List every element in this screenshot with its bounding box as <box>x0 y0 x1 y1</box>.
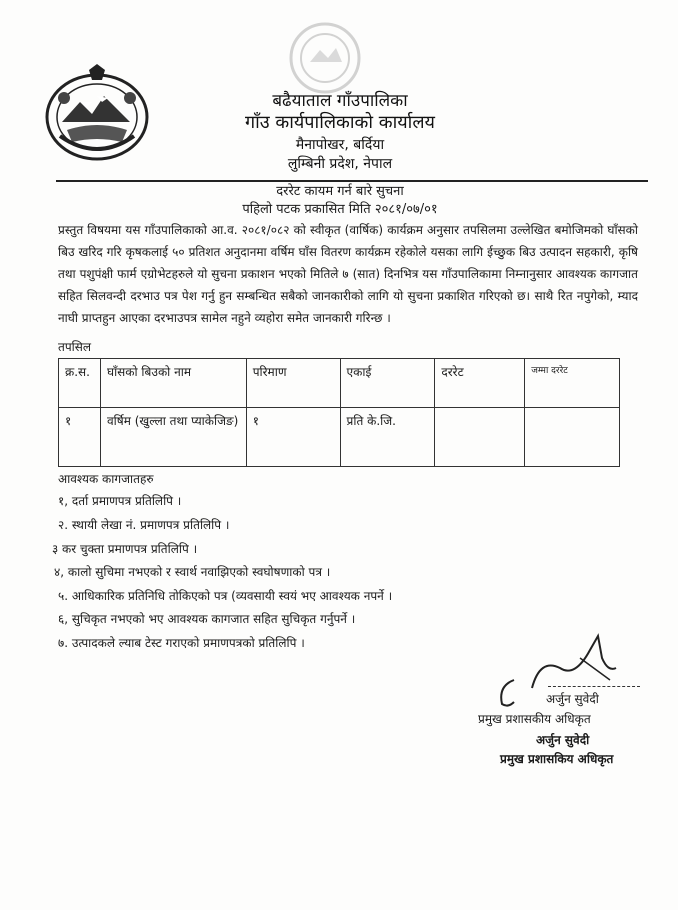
office-stamp-icon <box>280 18 370 98</box>
notice-body: प्रस्तुत विषयमा यस गाँउपालिकाको आ.व. २०८१/०८२ को स्वीकृत (वार्षिक) कार्यक्रम अनुसार तपसिलमा उल्लेखित बमोजिमको घाँसको बिउ खरिद गरि कृषकलाई ५० प्रतिशत अनुदानमा वर्षिम घाँस वितरण कार्यक्रम रहेकोले यसका लागि ईच्छुक बिउ उत्पादन सहकारी, कृषि तथा पशुपंक्षी फार्म एग्रोभेटहरुले यो सुचना प्रकाशन भएको मितिले ७ (सात) दिनभित्र यस गाँउपालिकामा निम्नानुसार आवश्यक कागजात सहित सिलवन्दी दरभाउ पत्र पेश गर्नु हुन सम्बन्धित सबैको जानकारीको लागि यो सुचना प्रकाशित गरिएको छ। साथै रित नपुगेको, म्याद नाघी प्राप्तहुन आएका दरभाउपत्र सामेल नहुने व्यहोरा समेत जानकारी गरिन्छ । <box>58 223 638 325</box>
table-row <box>59 408 620 467</box>
requirement-item: ३ कर चुक्ता प्रमाणपत्र प्रतिलिपि । <box>52 542 198 556</box>
stamp-name: अर्जुन सुवेदी <box>536 733 590 747</box>
notice-title: दररेट कायम गर्न बारे सुचना <box>276 184 404 199</box>
tapasil-label: तपसिल <box>58 340 92 354</box>
municipality-emblem-icon <box>42 62 152 162</box>
header-municipality-name: बढैयाताल गाँउपालिका <box>272 91 408 111</box>
table-header-cell: परिमाण <box>246 359 340 408</box>
table-header-cell: क्र.स. <box>59 359 101 408</box>
requirement-item: ७. उत्पादकले ल्याब टेस्ट गराएको प्रमाणपत्रको प्रतिलिपि । <box>58 636 305 650</box>
requirements-title: आवश्यक कागजातहरु <box>58 472 154 486</box>
requirement-item: ६, सुचिकृत नभएको भए आवश्यक कागजात सहित सुचिकृत गर्नुपर्ने । <box>58 612 356 626</box>
signature-mark-icon <box>494 676 520 710</box>
table-header-cell: दररेट <box>435 359 525 408</box>
signatory-designation: प्रमुख प्रशासकीय अधिकृत <box>478 712 591 726</box>
requirement-item: ५. आधिकारिक प्रतिनिधि तोकिएको पत्र (व्यवसायी स्वयं भए आवश्यक नपर्ने । <box>58 589 393 603</box>
requirement-item: ४, कालो सुचिमा नभएको र स्वार्थ नवाझिएको स्वघोषणाको पत्र । <box>54 565 331 579</box>
bid-table <box>58 358 620 467</box>
table-cell <box>525 408 620 467</box>
notice-date: पहिलो पटक प्रकासित मिति २०८१/०७/०१ <box>242 202 438 217</box>
signatory-name: अर्जुन सुवेदी <box>546 692 599 706</box>
table-header-cell: जम्मा दररेट <box>525 359 620 408</box>
table-cell: १ <box>246 408 340 467</box>
header-office-name: गाँउ कार्यपालिकाको कार्यालय <box>245 112 435 133</box>
table-header-cell: एकाई <box>340 359 435 408</box>
signature-line <box>548 686 640 687</box>
table-cell <box>435 408 525 467</box>
stamp-designation: प्रमुख प्रशासकिय अधिकृत <box>500 752 614 766</box>
requirement-item: १, दर्ता प्रमाणपत्र प्रतिलिपि । <box>58 494 182 508</box>
table-header-row <box>59 359 620 408</box>
table-cell: प्रति के.जि. <box>340 408 435 467</box>
table-cell: वर्षिम (खुल्ला तथा प्याकेजिङ) <box>100 408 246 467</box>
requirement-item: २. स्थायी लेखा नं. प्रमाणपत्र प्रतिलिपि । <box>58 518 230 532</box>
table-cell: १ <box>59 408 101 467</box>
header-province: लुम्बिनी प्रदेश, नेपाल <box>287 156 393 172</box>
header-address: मैनापोखर, बर्दिया <box>295 137 385 153</box>
table-header-cell: घाँसको बिउको नाम <box>100 359 246 408</box>
